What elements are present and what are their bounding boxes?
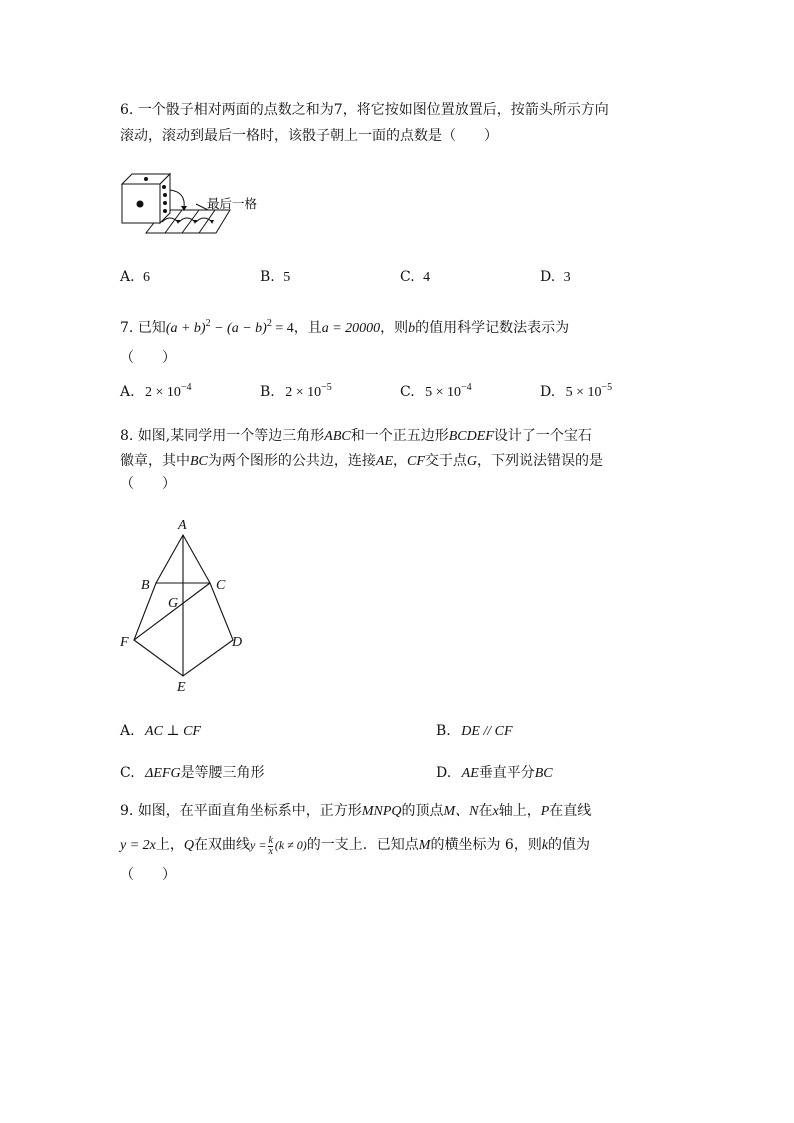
label-e: E: [177, 680, 186, 695]
q7-formula-exp1: 2: [205, 318, 211, 329]
label-a: A: [178, 518, 187, 533]
q6-line2: [120, 125, 498, 145]
q8-option-c-math: ΔEFG: [145, 766, 181, 781]
q7-formula: [165, 318, 294, 336]
q6-option-a[interactable]: [120, 269, 150, 286]
q9-hyp-cond: (k ≠ 0): [274, 838, 307, 852]
q7-number: 7.: [120, 320, 134, 336]
q8-tri: ABC: [324, 429, 351, 444]
q8-text-1c: 设计了一个宝石: [493, 428, 592, 444]
gem-badge-figure: [110, 510, 260, 700]
q6-option-c-letter: C.: [400, 269, 415, 285]
q7-option-b[interactable]: [260, 384, 332, 401]
q6-option-d[interactable]: [540, 269, 571, 286]
dice-cube: [122, 174, 170, 223]
q8-cf: CF: [407, 454, 425, 469]
q8-paren: （ ）: [120, 476, 176, 492]
q8-option-b[interactable]: [436, 723, 513, 740]
q9-hyp-y: y =: [250, 838, 267, 852]
q9-p: P: [540, 804, 550, 819]
q8-text-2c: 交于点: [424, 453, 467, 469]
q7-condition: a = 20000: [321, 321, 381, 336]
q9-text-1c: 在: [478, 803, 493, 819]
q9-number: 9.: [120, 803, 134, 819]
q7-option-d[interactable]: [540, 384, 612, 401]
q9-text-2c: 的一支上．已知点: [306, 837, 419, 853]
q6-option-d-text: 3: [563, 270, 571, 285]
q8-text-2d: ，下列说法错误的是: [477, 453, 604, 469]
q9-text-2e: 的值为: [548, 837, 591, 853]
q8-option-a-text: AC ⊥ CF: [145, 724, 201, 739]
q8-option-c-text: 是等腰三角形: [180, 765, 265, 781]
q6-option-d-letter: D.: [540, 269, 556, 285]
q8-option-d[interactable]: [436, 762, 553, 782]
q6-option-a-letter: A.: [120, 269, 135, 285]
q8-line1: [120, 425, 592, 445]
gem-lines: [134, 535, 233, 676]
q8-option-b-letter: B.: [436, 723, 451, 739]
q7-option-b-base: 2 × 10: [285, 385, 322, 400]
q9-hyperbola: [250, 834, 307, 857]
q8-option-a[interactable]: [120, 723, 201, 740]
q8-text-2a: 徽章，其中: [120, 453, 190, 469]
q7-suffix-a: ，则: [380, 320, 409, 336]
label-f: F: [120, 635, 129, 650]
q7-option-b-exp: −5: [321, 382, 332, 393]
q9-paren: （ ）: [120, 867, 176, 883]
q7-option-d-exp: −5: [601, 382, 613, 393]
q8-ae: AE: [375, 454, 393, 469]
label-d: D: [232, 635, 243, 650]
q8-bc: BC: [190, 454, 208, 469]
q9-text-2a: 上，: [155, 837, 184, 853]
q9-mn: M、N: [443, 804, 479, 819]
q7-formula-mid: − (a − b): [210, 321, 267, 336]
q8-option-c[interactable]: [120, 762, 265, 782]
q7-option-a[interactable]: [120, 384, 192, 401]
q7-option-a-exp: −4: [180, 382, 192, 393]
q9-text-1b: 的顶点: [401, 803, 444, 819]
q8-text-2b: 为两个图形的公共边，连接: [207, 453, 376, 469]
q8-sep: ，: [393, 453, 407, 469]
q8-option-b-text: DE // CF: [461, 724, 513, 739]
q8-text-1a: 如图,某同学用一个等边三角形: [137, 428, 325, 444]
q7-mid: ，且: [293, 320, 322, 336]
q7-option-a-letter: A.: [120, 384, 135, 400]
q8-option-d-text: 垂直平分: [478, 765, 535, 781]
q9-hyp-den: x: [268, 845, 273, 857]
label-c: C: [216, 578, 226, 593]
q6-option-c[interactable]: [400, 269, 430, 286]
q6-option-b-text: 5: [283, 270, 291, 285]
label-g: G: [168, 596, 179, 611]
q6-option-c-text: 4: [423, 270, 431, 285]
q6-line1: [120, 99, 609, 119]
q9-text-1a: 如图，在平面直角坐标系中，正方形: [137, 803, 362, 819]
q6-option-b[interactable]: [260, 269, 290, 286]
q7-formula-left: (a + b): [165, 321, 206, 336]
q7-suffix-b: 的值用科学记数法表示为: [415, 320, 570, 336]
q6-text-2: 滚动，滚动到最后一格时，该骰子朝上一面的点数是（ ）: [120, 128, 498, 144]
q8-option-d-letter: D.: [436, 765, 452, 781]
q9-text-1d: 轴上，: [498, 803, 541, 819]
q9-x: x: [492, 804, 499, 819]
q9-sq: MNPQ: [361, 804, 402, 819]
q7-option-c[interactable]: [400, 384, 472, 401]
q7-prefix: 已知: [137, 320, 166, 336]
q9-m: M: [418, 838, 431, 853]
q9-line2: [120, 834, 590, 857]
q7-formula-right: = 4: [271, 321, 294, 336]
dice-figure: [118, 170, 268, 240]
q9-line-eq: y = 2x: [120, 838, 156, 853]
q9-text-2d: 的横坐标为 6，则: [430, 837, 542, 853]
q8-number: 8.: [120, 428, 134, 444]
q9-hyp-num: k: [268, 834, 273, 846]
q7-option-a-base: 2 × 10: [145, 385, 181, 400]
q9-text-2b: 在双曲线: [194, 837, 250, 853]
q9-hyp-fraction: [268, 836, 272, 857]
q6-option-b-letter: B.: [260, 269, 275, 285]
q9-line1: [120, 800, 591, 820]
q7-option-c-exp: −4: [461, 382, 472, 393]
q8-line2: [120, 450, 603, 470]
q7-option-b-letter: B.: [260, 384, 275, 400]
q8-option-d-math2: BC: [534, 766, 553, 781]
q7-var-b: b: [408, 321, 416, 336]
q8-g: G: [466, 454, 478, 469]
dice-label-last-cell: 最后一格: [207, 197, 258, 211]
label-b: B: [141, 578, 150, 593]
q8-option-a-letter: A.: [120, 723, 135, 739]
q7-paren: （ ）: [120, 350, 176, 366]
q8-option-d-math: AE: [461, 766, 479, 781]
q7-option-c-base: 5 × 10: [425, 385, 462, 400]
q9-q: Q: [183, 838, 194, 853]
q7-line1: [120, 317, 569, 337]
q8-option-c-letter: C.: [120, 765, 135, 781]
q7-option-d-base: 5 × 10: [565, 385, 602, 400]
q7-formula-exp2: 2: [266, 318, 272, 329]
q6-option-a-text: 6: [143, 270, 151, 285]
q7-option-c-letter: C.: [400, 384, 415, 400]
q8-pent: BCDEF: [448, 429, 494, 444]
q7-option-d-letter: D.: [540, 384, 556, 400]
q8-text-1b: 和一个正五边形: [350, 428, 449, 444]
q6-number: 6.: [120, 102, 134, 118]
q6-text-1: 一个骰子相对两面的点数之和为7，将它按如图位置放置后，按箭头所示方向: [137, 102, 609, 118]
q9-text-1e: 在直线: [549, 803, 592, 819]
q9-k: k: [541, 838, 549, 853]
